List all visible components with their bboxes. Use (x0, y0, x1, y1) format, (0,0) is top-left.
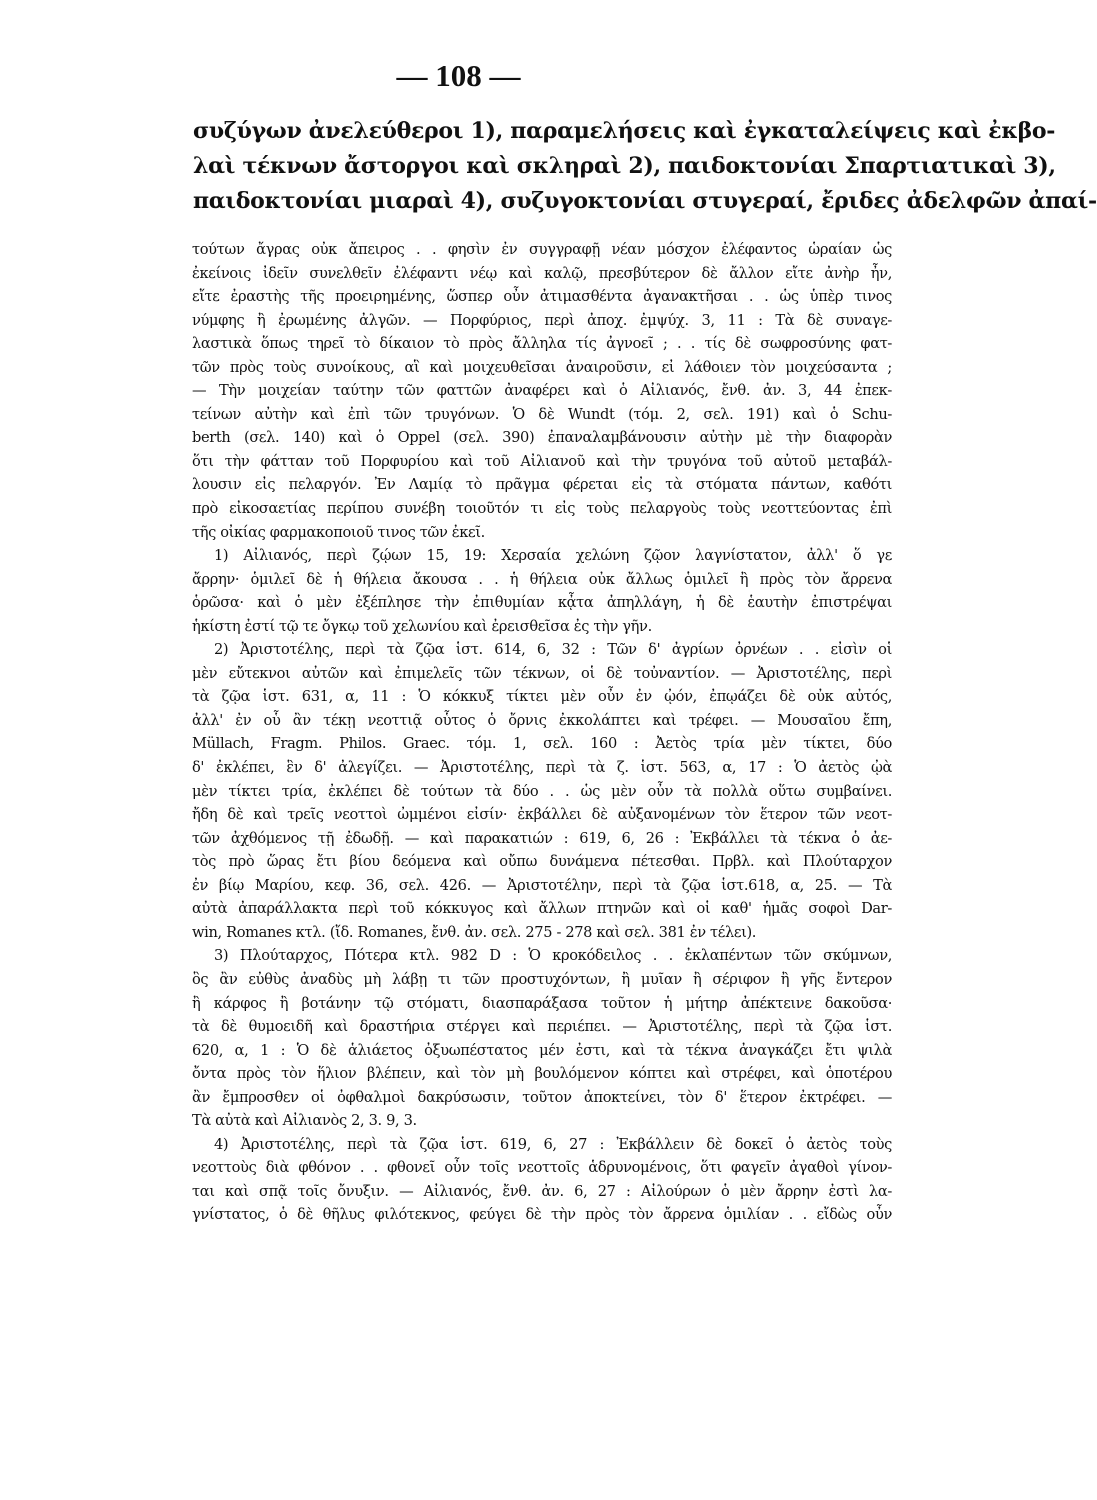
footnote-line: αὐτὰ ἀπαράλλακτα περὶ τοῦ κόκκυγος καὶ ἄλλων πτηνῶν καὶ οἱ καθ' ἡμᾶς σοφοὶ Dar- (192, 900, 892, 918)
footnote-line: γνίστατος, ὁ δὲ θῆλυς φιλότεκνος, φεύγει δὲ τὴν πρὸς τὸν ἄρρενα ὁμιλίαν . . εἴδὼς οὖν (192, 1206, 892, 1224)
footnote-line: ἂν ἔμπροσθεν οἱ ὀφθαλμοὶ δακρύσωσιν, τοῦτον ἀποκτείνει, τὸν δ' ἕτερον ἐκτρέφει. — (192, 1088, 892, 1106)
main-text (193, 114, 1097, 219)
footnote-line: ἢ κάρφος ἢ βοτάνην τῷ στόματι, διασπαράξασα τοῦτον ἡ μήτηρ ἀπέκτεινε δακοῦσα· (192, 994, 892, 1012)
footnote-line: ὃς ἂν εὐθὺς ἀναδὺς μὴ λάβῃ τι τῶν προστυχόντων, ἢ μυῖαν ἢ σέριφον ἢ γῆς ἔντερον (192, 970, 892, 988)
footnote-line: εἴτε ἐραστὴς τῆς προειρημένης, ὥσπερ οὖν ἀτιμασθέντα ἀγανακτῆσαι . . ὡς ὑπὲρ τινος (192, 288, 892, 306)
footnote-line: τείνων αὐτὴν καὶ ἐπὶ τῶν τρυγόνων. Ὁ δὲ Wundt (τόμ. 2, σελ. 191) καὶ ὁ Schu- (192, 405, 892, 423)
footnote-line: ἡκίστη ἐστί τῷ τε ὄγκῳ τοῦ χελωνίου καὶ ἐρεισθεῖσα ἐς τὴν γῆν. (192, 617, 652, 635)
footnote-4-line: 4) Ἀριστοτέλης, περὶ τὰ ζῷα ἱστ. 619, 6, 27 : Ἐκβάλλειν δὲ δοκεῖ ὁ ἀετὸς τοὺς (214, 1135, 892, 1153)
footnote-line: μὲν εὔτεκνοι αὐτῶν καὶ ἐπιμελεῖς τῶν τέκνων, οἱ δὲ τοὐναντίον. — Ἀριστοτέλης, περὶ (192, 664, 892, 682)
footnotes (192, 238, 892, 1227)
footnote-line: 620, α, 1 : Ὁ δὲ ἁλιάετος ὀξυωπέστατος μέν ἐστι, καὶ τὰ τέκνα ἀναγκάζει ἔτι ψιλὰ (192, 1041, 892, 1059)
footnote-3-line: 3) Πλούταρχος, Πότερα κτλ. 982 D : Ὁ κροκόδειλος . . ἐκλαπέντων τῶν σκύμνων, (214, 947, 892, 965)
footnote-line: ται καὶ σπᾷ τοῖς ὄνυξιν. — Αἰλιανός, ἔνθ. ἀν. 6, 27 : Αἰλούρων ὁ μὲν ἄρρην ἐστὶ λα- (192, 1182, 892, 1200)
footnote-line: τὰ δὲ θυμοειδῆ καὶ δραστήρια στέργει καὶ περιέπει. — Ἀριστοτέλης, περὶ τὰ ζῷα ἱστ. (192, 1018, 892, 1036)
footnote-line: ἄρρην· ὁμιλεῖ δὲ ἡ θήλεια ἄκουσα . . ἡ θήλεια οὐκ ἄλλως ὁμιλεῖ ἢ πρὸς τὸν ἄρρενα (192, 570, 892, 588)
footnote-line: λουσιν εἰς πελαργόν. Ἐν Λαμίᾳ τὸ πρᾶγμα φέρεται εἰς τὰ στόματα πάντων, καθότι (192, 476, 892, 494)
footnote-line: νεοττοὺς διὰ φθόνον . . φθονεῖ οὖν τοῖς νεοττοῖς ἁδρυνομένοις, ὅτι φαγεῖν ἀγαθοὶ γίνον- (192, 1159, 892, 1177)
footnote-line: τῆς οἰκίας φαρμακοποιοῦ τινος τῶν ἐκεῖ. (192, 523, 485, 541)
main-line: συζύγων ἀνελεύθεροι 1), παραμελήσεις καὶ ἐγκαταλείψεις καὶ ἐκβο- (193, 118, 1056, 144)
footnote-line: τῶν ἀχθόμενος τῇ ἐδωδῇ. — καὶ παρακατιών : 619, 6, 26 : Ἐκβάλλει τὰ τέκνα ὁ ἀε- (192, 829, 892, 847)
main-line: λαὶ τέκνων ἄστοργοι καὶ σκληραὶ 2), παιδοκτονίαι Σπαρτιατικαὶ 3), (193, 153, 1056, 179)
footnote-line: ἐν βίῳ Μαρίου, κεφ. 36, σελ. 426. — Ἀριστοτέλην, περὶ τὰ ζῷα ἱστ.618, α, 25. — Τὰ (192, 876, 892, 894)
footnote-2-line: 2) Ἀριστοτέλης, περὶ τὰ ζῷα ἱστ. 614, 6, 32 : Τῶν δ' ἀγρίων ὀρνέων . . εἰσὶν οἱ (214, 641, 892, 659)
footnote-line: τὰ ζῷα ἱστ. 631, α, 11 : Ὁ κόκκυξ τίκτει μὲν οὖν ἐν ᾠόν, ἐπῳάζει δὲ οὐκ αὐτός, (192, 688, 892, 706)
footnote-line: λαστικὰ ὅπως τηρεῖ τὸ δίκαιον τὸ πρὸς ἄλληλα τίς ἀγνοεῖ ; . . τίς δὲ σωφροσύνης φατ- (192, 335, 892, 353)
main-line: παιδοκτονίαι μιαραὶ 4), συζυγοκτονίαι στυγεραί, ἔριδες ἀδελφῶν ἀπαί- (193, 188, 1097, 214)
footnote-line: ὁρῶσα· καὶ ὁ μὲν ἐξέπλησε τὴν ἐπιθυμίαν κᾆτα ἀπηλλάγη, ἡ δὲ ἑαυτὴν ἐπιστρέψαι (192, 594, 892, 612)
footnote-line: ἀλλ' ἐν οὗ ἂν τέκῃ νεοττιᾷ οὗτος ὁ ὄρνις ἐκκολάπτει καὶ τρέφει. — Μουσαῖου ἔπη, (192, 711, 892, 729)
footnote-line: — Τὴν μοιχείαν ταύτην τῶν φαττῶν ἀναφέρει καὶ ὁ Αἰλιανός, ἔνθ. ἀν. 3, 44 ἐπεκ- (192, 382, 892, 400)
footnote-line: πρὸ εἰκοσαετίας περίπου συνέβη τοιοῦτόν τι εἰς τοὺς πελαργοὺς τοὺς νεοττεύοντας ἐπὶ (192, 500, 892, 518)
footnote-line: δ' ἐκλέπει, ἓν δ' ἀλεγίζει. — Ἀριστοτέλης, περὶ τὰ ζ. ἱστ. 563, α, 17 : Ὁ ἀετὸς ᾠὰ (192, 759, 892, 777)
footnote-line: τῶν πρὸς τοὺς συνοίκους, αἳ καὶ μοιχευθεῖσαι ἀναιροῦσιν, εἰ λάθοιεν τὸν μοιχεύσαντα ; (192, 358, 892, 376)
footnote-line: νύμφης ἢ ἐρωμένης ἀλγῶν. — Πορφύριος, περὶ ἀποχ. ἐμψύχ. 3, 11 : Τὰ δὲ συναγε- (192, 311, 892, 329)
footnote-line: ὄντα πρὸς τὸν ἥλιον βλέπειν, καὶ τὸν μὴ βουλόμενον κόπτει καὶ στρέφει, καὶ ὁποτέρου (192, 1065, 892, 1083)
footnote-line: win, Romanes κτλ. (ἴδ. Romanes, ἔνθ. ἀν. σελ. 275 - 278 καὶ σελ. 381 ἐν τέλει). (192, 923, 757, 941)
footnote-line: ἤδη δὲ καὶ τρεῖς νεοττοὶ ὠμμένοι εἰσίν· ἐκβάλλει δὲ αὐξανομένων τὸν ἕτερον τῶν νεοτ- (192, 806, 892, 824)
footnote-line: berth (σελ. 140) καὶ ὁ Oppel (σελ. 390) ἐπαναλαμβάνουσιν αὐτὴν μὲ τὴν διαφορὰν (192, 429, 892, 447)
footnote-line: Τὰ αὐτὰ καὶ Αἰλιανὸς 2, 3. 9, 3. (192, 1112, 417, 1130)
footnote-line: ὅτι τὴν φάτταν τοῦ Πορφυρίου καὶ τοῦ Αἰλιανοῦ καὶ τὴν τρυγόνα τοῦ αὐτοῦ μεταβάλ- (192, 452, 892, 470)
footnote-line: τὸς πρὸ ὥρας ἔτι βίου δεόμενα καὶ οὔπω δυνάμενα πέτεσθαι. Πρβλ. καὶ Πλούταρχον (192, 853, 892, 871)
footnote-line: μὲν τίκτει τρία, ἐκλέπει δὲ τούτων τὰ δύο . . ὡς μὲν οὖν τὰ πολλὰ οὕτω συμβαίνει. (192, 782, 892, 800)
footnote-1-line: 1) Αἰλιανός, περὶ ζῴων 15, 19: Χερσαία χελώνη ζῷον λαγνίστατον, ἀλλ' ὅ γε (214, 547, 892, 565)
footnote-line: Müllach, Fragm. Philos. Graec. τόμ. 1, σελ. 160 : Ἀετὸς τρία μὲν τίκτει, δύο (192, 735, 892, 753)
footnote-line: τούτων ἄγρας οὐκ ἄπειρος . . φησὶν ἐν συγγραφῇ νέαν μόσχον ἐλέφαντος ὡραίαν ὡς (192, 241, 892, 258)
page-number: — 108 — (396, 58, 521, 93)
footnote-line: ἐκείνοις ἰδεῖν συνελθεῖν ἐλέφαντι νέῳ καὶ καλῷ, πρεσβύτερον δὲ ἄλλον εἴτε ἀνὴρ ἦν, (192, 264, 892, 282)
